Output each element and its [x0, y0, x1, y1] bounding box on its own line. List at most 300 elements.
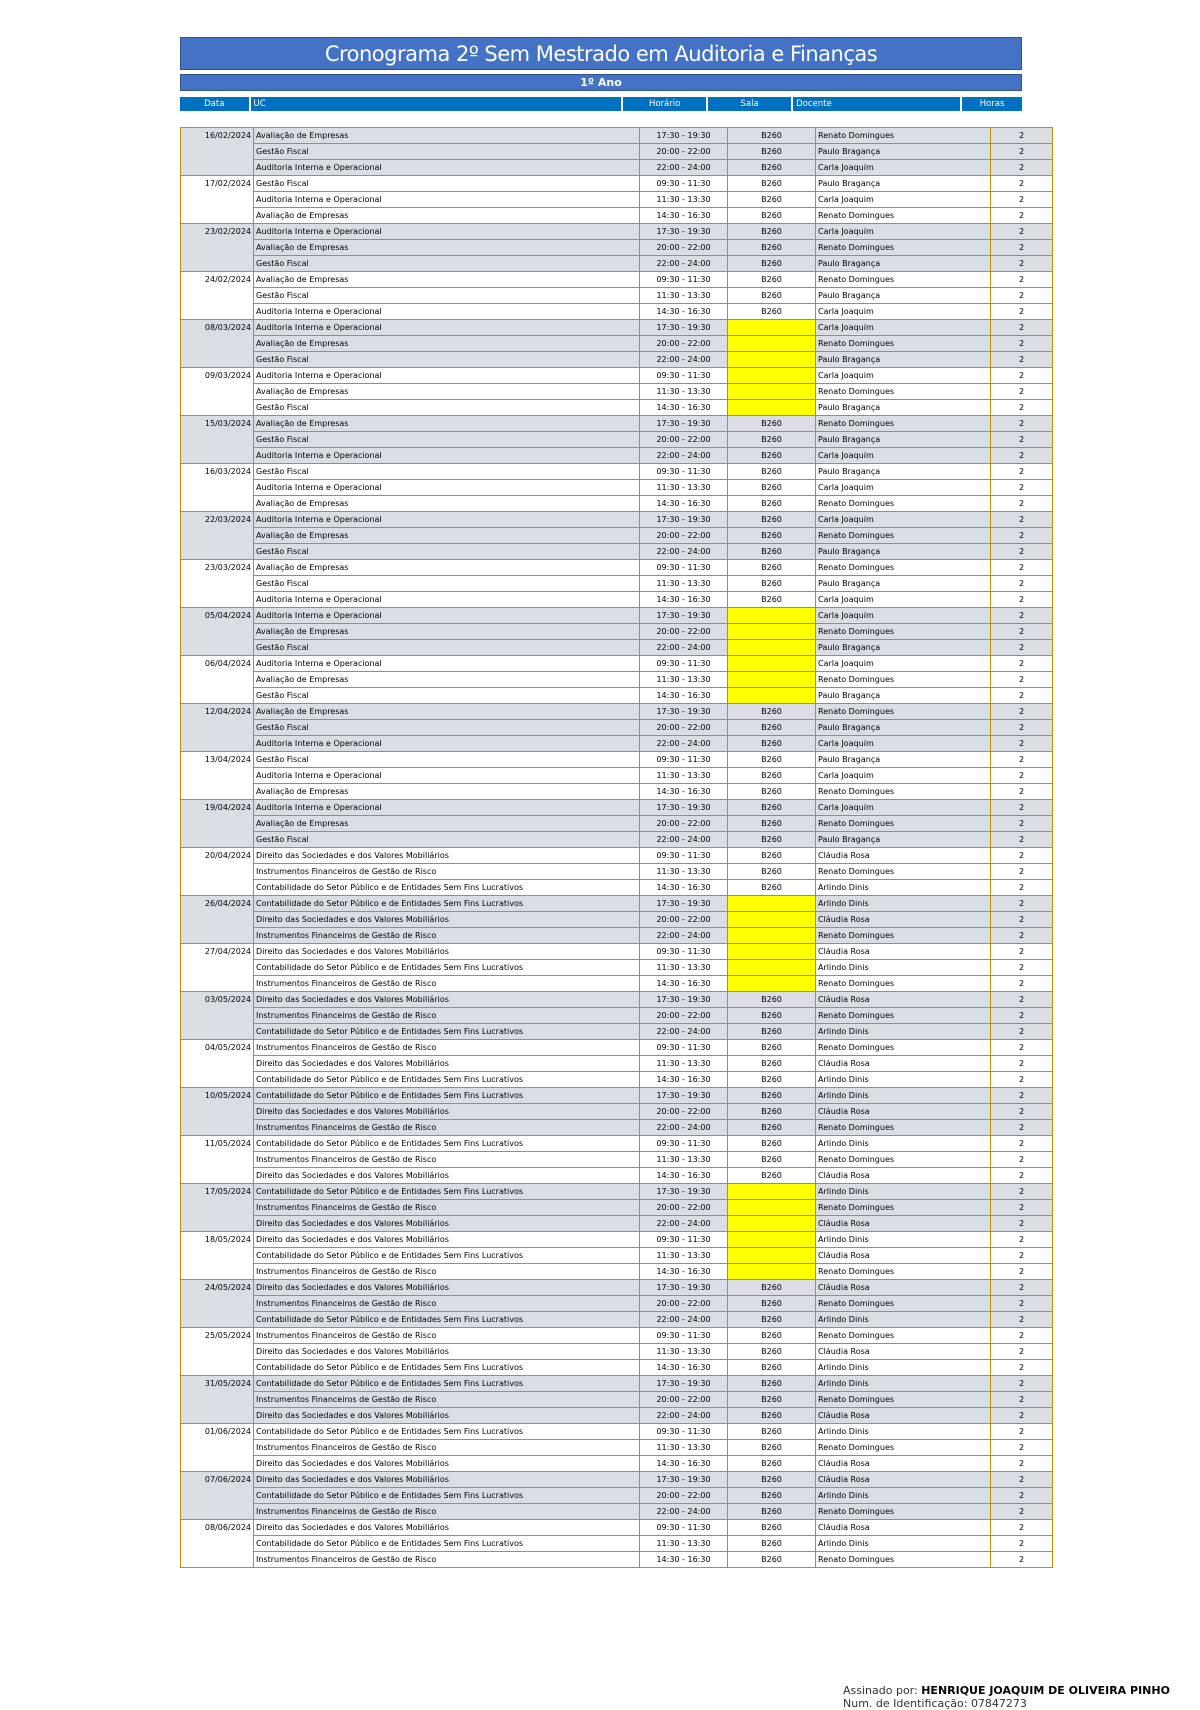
room-cell: B260 — [728, 240, 816, 256]
room-cell: B260 — [728, 784, 816, 800]
table-row — [181, 848, 1053, 864]
room-cell — [728, 1264, 816, 1280]
table-row — [181, 432, 1053, 448]
time-cell: 14:30 - 16:30 — [640, 1360, 728, 1376]
time-cell: 20:00 - 22:00 — [640, 432, 728, 448]
teacher-cell: Cláudia Rosa — [816, 944, 991, 960]
teacher-cell: Cláudia Rosa — [816, 1104, 991, 1120]
hours-cell: 2 — [991, 1296, 1053, 1312]
room-cell: B260 — [728, 1424, 816, 1440]
hours-cell: 2 — [991, 1216, 1053, 1232]
hours-cell: 2 — [991, 880, 1053, 896]
room-cell: B260 — [728, 128, 816, 144]
column-header-room: Sala — [708, 97, 793, 111]
room-cell: B260 — [728, 1104, 816, 1120]
time-cell: 17:30 - 19:30 — [640, 320, 728, 336]
hours-cell: 2 — [991, 1392, 1053, 1408]
table-row — [181, 720, 1053, 736]
table-row — [181, 1232, 1053, 1248]
uc-cell: Instrumentos Financeiros de Gestão de Risco — [254, 1328, 640, 1344]
table-row — [181, 560, 1053, 576]
table-row — [181, 304, 1053, 320]
hours-cell: 2 — [991, 1408, 1053, 1424]
teacher-cell: Arlindo Dinis — [816, 1184, 991, 1200]
table-row — [181, 768, 1053, 784]
table-row — [181, 880, 1053, 896]
room-cell: B260 — [728, 1440, 816, 1456]
room-cell: B260 — [728, 1008, 816, 1024]
room-cell: B260 — [728, 464, 816, 480]
uc-cell: Auditoria Interna e Operacional — [254, 800, 640, 816]
table-row — [181, 1024, 1053, 1040]
teacher-cell: Renato Domingues — [816, 816, 991, 832]
uc-cell: Direito das Sociedades e dos Valores Mobiliários — [254, 1408, 640, 1424]
hours-cell: 2 — [991, 1360, 1053, 1376]
table-row — [181, 1376, 1053, 1392]
room-cell: B260 — [728, 1136, 816, 1152]
room-cell — [728, 976, 816, 992]
teacher-cell: Renato Domingues — [816, 1392, 991, 1408]
uc-cell: Direito das Sociedades e dos Valores Mobiliários — [254, 1232, 640, 1248]
hours-cell: 2 — [991, 720, 1053, 736]
uc-cell: Direito das Sociedades e dos Valores Mobiliários — [254, 1104, 640, 1120]
uc-cell: Auditoria Interna e Operacional — [254, 512, 640, 528]
time-cell: 17:30 - 19:30 — [640, 512, 728, 528]
uc-cell: Contabilidade do Setor Público e de Entidades Sem Fins Lucrativos — [254, 1424, 640, 1440]
time-cell: 14:30 - 16:30 — [640, 1072, 728, 1088]
hours-cell: 2 — [991, 336, 1053, 352]
time-cell: 20:00 - 22:00 — [640, 1488, 728, 1504]
uc-cell: Gestão Fiscal — [254, 752, 640, 768]
hours-cell: 2 — [991, 592, 1053, 608]
teacher-cell: Renato Domingues — [816, 784, 991, 800]
uc-cell: Auditoria Interna e Operacional — [254, 368, 640, 384]
room-cell: B260 — [728, 1552, 816, 1568]
uc-cell: Contabilidade do Setor Público e de Entidades Sem Fins Lucrativos — [254, 1248, 640, 1264]
room-cell: B260 — [728, 160, 816, 176]
table-row — [181, 1072, 1053, 1088]
table-row — [181, 496, 1053, 512]
teacher-cell: Paulo Bragança — [816, 640, 991, 656]
uc-cell: Instrumentos Financeiros de Gestão de Risco — [254, 1296, 640, 1312]
table-row — [181, 1216, 1053, 1232]
column-header-teacher: Docente — [793, 97, 962, 111]
table-row — [181, 608, 1053, 624]
table-row — [181, 544, 1053, 560]
room-cell: B260 — [728, 800, 816, 816]
table-row — [181, 1552, 1053, 1568]
teacher-cell: Renato Domingues — [816, 208, 991, 224]
date-cell: 07/06/2024 — [181, 1472, 254, 1520]
uc-cell: Direito das Sociedades e dos Valores Mobiliários — [254, 992, 640, 1008]
time-cell: 22:00 - 24:00 — [640, 1216, 728, 1232]
teacher-cell: Renato Domingues — [816, 624, 991, 640]
room-cell: B260 — [728, 208, 816, 224]
signer-name: HENRIQUE JOAQUIM DE OLIVEIRA PINHO — [921, 1684, 1170, 1697]
teacher-cell: Renato Domingues — [816, 704, 991, 720]
time-cell: 14:30 - 16:30 — [640, 688, 728, 704]
uc-cell: Contabilidade do Setor Público e de Entidades Sem Fins Lucrativos — [254, 1488, 640, 1504]
teacher-cell: Carla Joaquim — [816, 224, 991, 240]
room-cell: B260 — [728, 1360, 816, 1376]
hours-cell: 2 — [991, 288, 1053, 304]
time-cell: 22:00 - 24:00 — [640, 352, 728, 368]
uc-cell: Contabilidade do Setor Público e de Entidades Sem Fins Lucrativos — [254, 1360, 640, 1376]
teacher-cell: Arlindo Dinis — [816, 880, 991, 896]
time-cell: 14:30 - 16:30 — [640, 592, 728, 608]
table-row — [181, 912, 1053, 928]
hours-cell: 2 — [991, 416, 1053, 432]
room-cell: B260 — [728, 1456, 816, 1472]
hours-cell: 2 — [991, 512, 1053, 528]
digital-signature — [843, 1684, 1170, 1710]
uc-cell: Auditoria Interna e Operacional — [254, 656, 640, 672]
time-cell: 11:30 - 13:30 — [640, 1248, 728, 1264]
teacher-cell: Carla Joaquim — [816, 480, 991, 496]
hours-cell: 2 — [991, 1168, 1053, 1184]
table-row — [181, 1408, 1053, 1424]
hours-cell: 2 — [991, 944, 1053, 960]
table-row — [181, 688, 1053, 704]
table-row — [181, 640, 1053, 656]
uc-cell: Gestão Fiscal — [254, 256, 640, 272]
time-cell: 09:30 - 11:30 — [640, 464, 728, 480]
uc-cell: Gestão Fiscal — [254, 832, 640, 848]
hours-cell: 2 — [991, 128, 1053, 144]
uc-cell: Direito das Sociedades e dos Valores Mobiliários — [254, 1344, 640, 1360]
time-cell: 22:00 - 24:00 — [640, 1024, 728, 1040]
time-cell: 11:30 - 13:30 — [640, 768, 728, 784]
table-row — [181, 896, 1053, 912]
uc-cell: Gestão Fiscal — [254, 176, 640, 192]
room-cell — [728, 608, 816, 624]
teacher-cell: Renato Domingues — [816, 272, 991, 288]
room-cell: B260 — [728, 1296, 816, 1312]
uc-cell: Instrumentos Financeiros de Gestão de Risco — [254, 1504, 640, 1520]
id-label: Num. de Identificação: — [843, 1697, 968, 1710]
uc-cell: Instrumentos Financeiros de Gestão de Risco — [254, 1152, 640, 1168]
teacher-cell: Paulo Bragança — [816, 256, 991, 272]
date-cell: 18/05/2024 — [181, 1232, 254, 1280]
teacher-cell: Cláudia Rosa — [816, 1520, 991, 1536]
time-cell: 20:00 - 22:00 — [640, 720, 728, 736]
time-cell: 09:30 - 11:30 — [640, 848, 728, 864]
signature-label: Assinado por: — [843, 1684, 918, 1697]
teacher-cell: Paulo Bragança — [816, 752, 991, 768]
uc-cell: Gestão Fiscal — [254, 432, 640, 448]
time-cell: 17:30 - 19:30 — [640, 608, 728, 624]
teacher-cell: Arlindo Dinis — [816, 1488, 991, 1504]
hours-cell: 2 — [991, 864, 1053, 880]
hours-cell: 2 — [991, 1152, 1053, 1168]
hours-cell: 2 — [991, 1456, 1053, 1472]
room-cell: B260 — [728, 576, 816, 592]
table-row — [181, 832, 1053, 848]
time-cell: 22:00 - 24:00 — [640, 736, 728, 752]
hours-cell: 2 — [991, 1008, 1053, 1024]
hours-cell: 2 — [991, 464, 1053, 480]
table-row — [181, 384, 1053, 400]
hours-cell: 2 — [991, 1504, 1053, 1520]
room-cell — [728, 896, 816, 912]
hours-cell: 2 — [991, 528, 1053, 544]
teacher-cell: Cláudia Rosa — [816, 1168, 991, 1184]
uc-cell: Avaliação de Empresas — [254, 528, 640, 544]
teacher-cell: Renato Domingues — [816, 1328, 991, 1344]
uc-cell: Gestão Fiscal — [254, 720, 640, 736]
room-cell: B260 — [728, 736, 816, 752]
teacher-cell: Carla Joaquim — [816, 304, 991, 320]
time-cell: 14:30 - 16:30 — [640, 496, 728, 512]
hours-cell: 2 — [991, 144, 1053, 160]
hours-cell: 2 — [991, 1056, 1053, 1072]
hours-cell: 2 — [991, 432, 1053, 448]
date-cell: 24/05/2024 — [181, 1280, 254, 1328]
hours-cell: 2 — [991, 192, 1053, 208]
time-cell: 20:00 - 22:00 — [640, 336, 728, 352]
room-cell — [728, 400, 816, 416]
time-cell: 20:00 - 22:00 — [640, 1008, 728, 1024]
room-cell — [728, 1200, 816, 1216]
hours-cell: 2 — [991, 1488, 1053, 1504]
room-cell: B260 — [728, 1344, 816, 1360]
table-row — [181, 704, 1053, 720]
hours-cell: 2 — [991, 608, 1053, 624]
teacher-cell: Cláudia Rosa — [816, 1216, 991, 1232]
table-row — [181, 1504, 1053, 1520]
time-cell: 14:30 - 16:30 — [640, 784, 728, 800]
time-cell: 14:30 - 16:30 — [640, 400, 728, 416]
uc-cell: Instrumentos Financeiros de Gestão de Risco — [254, 1392, 640, 1408]
time-cell: 14:30 - 16:30 — [640, 976, 728, 992]
time-cell: 11:30 - 13:30 — [640, 384, 728, 400]
time-cell: 11:30 - 13:30 — [640, 576, 728, 592]
table-row — [181, 1168, 1053, 1184]
uc-cell: Instrumentos Financeiros de Gestão de Risco — [254, 1008, 640, 1024]
room-cell: B260 — [728, 816, 816, 832]
table-row — [181, 864, 1053, 880]
time-cell: 20:00 - 22:00 — [640, 624, 728, 640]
room-cell: B260 — [728, 560, 816, 576]
teacher-cell: Arlindo Dinis — [816, 1536, 991, 1552]
schedule-table — [180, 127, 1053, 1568]
uc-cell: Auditoria Interna e Operacional — [254, 304, 640, 320]
time-cell: 11:30 - 13:30 — [640, 1344, 728, 1360]
room-cell: B260 — [728, 992, 816, 1008]
table-row — [181, 1056, 1053, 1072]
room-cell: B260 — [728, 768, 816, 784]
uc-cell: Contabilidade do Setor Público e de Entidades Sem Fins Lucrativos — [254, 1536, 640, 1552]
room-cell: B260 — [728, 1056, 816, 1072]
hours-cell: 2 — [991, 400, 1053, 416]
time-cell: 20:00 - 22:00 — [640, 240, 728, 256]
teacher-cell: Carla Joaquim — [816, 320, 991, 336]
uc-cell: Contabilidade do Setor Público e de Entidades Sem Fins Lucrativos — [254, 1088, 640, 1104]
room-cell — [728, 640, 816, 656]
time-cell: 11:30 - 13:30 — [640, 960, 728, 976]
time-cell: 20:00 - 22:00 — [640, 1296, 728, 1312]
teacher-cell: Paulo Bragança — [816, 144, 991, 160]
teacher-cell: Arlindo Dinis — [816, 1232, 991, 1248]
table-row — [181, 1136, 1053, 1152]
hours-cell: 2 — [991, 624, 1053, 640]
uc-cell: Direito das Sociedades e dos Valores Mobiliários — [254, 1216, 640, 1232]
table-row — [181, 672, 1053, 688]
hours-cell: 2 — [991, 1136, 1053, 1152]
table-row — [181, 624, 1053, 640]
date-cell: 16/03/2024 — [181, 464, 254, 512]
date-cell: 24/02/2024 — [181, 272, 254, 320]
teacher-cell: Renato Domingues — [816, 336, 991, 352]
uc-cell: Instrumentos Financeiros de Gestão de Risco — [254, 1120, 640, 1136]
teacher-cell: Arlindo Dinis — [816, 896, 991, 912]
time-cell: 22:00 - 24:00 — [640, 832, 728, 848]
date-cell: 08/03/2024 — [181, 320, 254, 368]
hours-cell: 2 — [991, 1232, 1053, 1248]
table-row — [181, 800, 1053, 816]
hours-cell: 2 — [991, 704, 1053, 720]
room-cell: B260 — [728, 1072, 816, 1088]
room-cell: B260 — [728, 544, 816, 560]
time-cell: 11:30 - 13:30 — [640, 864, 728, 880]
time-cell: 09:30 - 11:30 — [640, 368, 728, 384]
teacher-cell: Renato Domingues — [816, 1296, 991, 1312]
room-cell — [728, 944, 816, 960]
hours-cell: 2 — [991, 256, 1053, 272]
room-cell: B260 — [728, 1408, 816, 1424]
teacher-cell: Paulo Bragança — [816, 720, 991, 736]
room-cell: B260 — [728, 144, 816, 160]
uc-cell: Avaliação de Empresas — [254, 496, 640, 512]
uc-cell: Instrumentos Financeiros de Gestão de Risco — [254, 1040, 640, 1056]
hours-cell: 2 — [991, 560, 1053, 576]
teacher-cell: Cláudia Rosa — [816, 1056, 991, 1072]
hours-cell: 2 — [991, 544, 1053, 560]
room-cell — [728, 1216, 816, 1232]
date-cell: 17/02/2024 — [181, 176, 254, 224]
teacher-cell: Renato Domingues — [816, 1120, 991, 1136]
uc-cell: Gestão Fiscal — [254, 144, 640, 160]
table-row — [181, 736, 1053, 752]
date-cell: 04/05/2024 — [181, 1040, 254, 1088]
uc-cell: Contabilidade do Setor Público e de Entidades Sem Fins Lucrativos — [254, 1312, 640, 1328]
teacher-cell: Paulo Bragança — [816, 432, 991, 448]
time-cell: 09:30 - 11:30 — [640, 1424, 728, 1440]
table-row — [181, 272, 1053, 288]
table-row — [181, 816, 1053, 832]
teacher-cell: Renato Domingues — [816, 976, 991, 992]
hours-cell: 2 — [991, 160, 1053, 176]
uc-cell: Gestão Fiscal — [254, 544, 640, 560]
hours-cell: 2 — [991, 928, 1053, 944]
table-row — [181, 1008, 1053, 1024]
table-row — [181, 128, 1053, 144]
uc-cell: Contabilidade do Setor Público e de Entidades Sem Fins Lucrativos — [254, 1376, 640, 1392]
teacher-cell: Arlindo Dinis — [816, 1424, 991, 1440]
table-row — [181, 352, 1053, 368]
id-number: 07847273 — [970, 1697, 1027, 1710]
teacher-cell: Renato Domingues — [816, 1504, 991, 1520]
uc-cell: Gestão Fiscal — [254, 400, 640, 416]
year-label: 1º Ano — [180, 74, 1022, 91]
teacher-cell: Renato Domingues — [816, 1264, 991, 1280]
time-cell: 22:00 - 24:00 — [640, 256, 728, 272]
uc-cell: Gestão Fiscal — [254, 464, 640, 480]
time-cell: 17:30 - 19:30 — [640, 224, 728, 240]
table-row — [181, 1152, 1053, 1168]
uc-cell: Avaliação de Empresas — [254, 208, 640, 224]
table-row — [181, 448, 1053, 464]
time-cell: 22:00 - 24:00 — [640, 160, 728, 176]
time-cell: 09:30 - 11:30 — [640, 272, 728, 288]
table-row — [181, 528, 1053, 544]
room-cell: B260 — [728, 224, 816, 240]
table-row — [181, 160, 1053, 176]
teacher-cell: Cláudia Rosa — [816, 1408, 991, 1424]
teacher-cell: Carla Joaquim — [816, 368, 991, 384]
room-cell: B260 — [728, 848, 816, 864]
teacher-cell: Carla Joaquim — [816, 608, 991, 624]
teacher-cell: Renato Domingues — [816, 416, 991, 432]
teacher-cell: Renato Domingues — [816, 1552, 991, 1568]
uc-cell: Contabilidade do Setor Público e de Entidades Sem Fins Lucrativos — [254, 1184, 640, 1200]
hours-cell: 2 — [991, 1264, 1053, 1280]
room-cell — [728, 320, 816, 336]
teacher-cell: Paulo Bragança — [816, 464, 991, 480]
teacher-cell: Carla Joaquim — [816, 192, 991, 208]
uc-cell: Auditoria Interna e Operacional — [254, 608, 640, 624]
teacher-cell: Renato Domingues — [816, 496, 991, 512]
time-cell: 09:30 - 11:30 — [640, 944, 728, 960]
room-cell: B260 — [728, 512, 816, 528]
hours-cell: 2 — [991, 1440, 1053, 1456]
table-row — [181, 1312, 1053, 1328]
date-cell: 01/06/2024 — [181, 1424, 254, 1472]
time-cell: 14:30 - 16:30 — [640, 1264, 728, 1280]
table-row — [181, 416, 1053, 432]
uc-cell: Avaliação de Empresas — [254, 624, 640, 640]
room-cell — [728, 384, 816, 400]
uc-cell: Contabilidade do Setor Público e de Entidades Sem Fins Lucrativos — [254, 1072, 640, 1088]
room-cell: B260 — [728, 1168, 816, 1184]
hours-cell: 2 — [991, 784, 1053, 800]
teacher-cell: Paulo Bragança — [816, 288, 991, 304]
teacher-cell: Renato Domingues — [816, 672, 991, 688]
table-row — [181, 480, 1053, 496]
room-cell: B260 — [728, 880, 816, 896]
uc-cell: Contabilidade do Setor Público e de Entidades Sem Fins Lucrativos — [254, 1024, 640, 1040]
time-cell: 20:00 - 22:00 — [640, 816, 728, 832]
uc-cell: Avaliação de Empresas — [254, 384, 640, 400]
time-cell: 11:30 - 13:30 — [640, 1056, 728, 1072]
table-row — [181, 1088, 1053, 1104]
teacher-cell: Arlindo Dinis — [816, 1360, 991, 1376]
time-cell: 22:00 - 24:00 — [640, 448, 728, 464]
time-cell: 14:30 - 16:30 — [640, 1168, 728, 1184]
uc-cell: Avaliação de Empresas — [254, 672, 640, 688]
teacher-cell: Carla Joaquim — [816, 160, 991, 176]
time-cell: 17:30 - 19:30 — [640, 704, 728, 720]
hours-cell: 2 — [991, 272, 1053, 288]
table-row — [181, 1392, 1053, 1408]
hours-cell: 2 — [991, 848, 1053, 864]
room-cell: B260 — [728, 288, 816, 304]
table-row — [181, 592, 1053, 608]
time-cell: 17:30 - 19:30 — [640, 1088, 728, 1104]
column-header-row — [180, 97, 1022, 111]
hours-cell: 2 — [991, 1312, 1053, 1328]
hours-cell: 2 — [991, 912, 1053, 928]
